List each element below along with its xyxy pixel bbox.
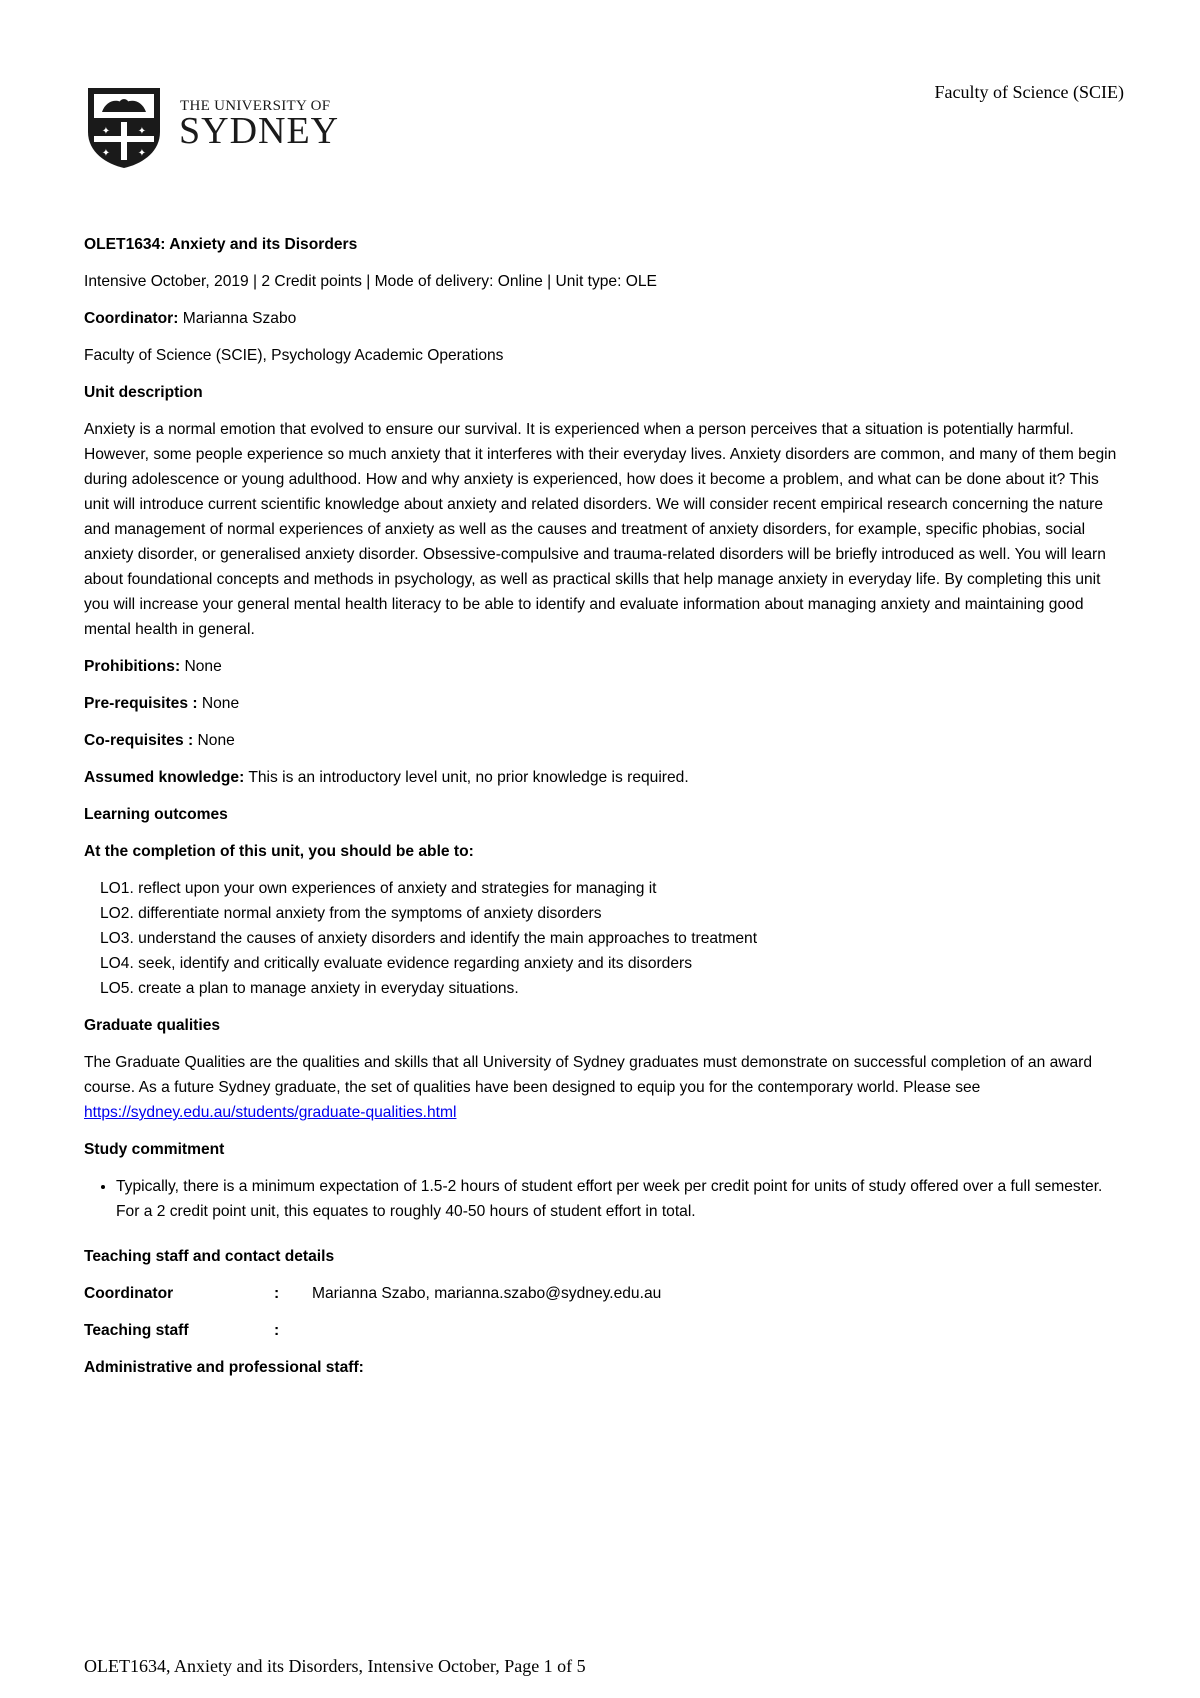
staff-heading: Teaching staff and contact details: [84, 1248, 335, 1265]
graduate-qualities-text: [84, 1050, 1119, 1125]
coordinator-line: [84, 306, 1119, 331]
university-crest-icon: [84, 84, 164, 170]
logo-line-2: SYDNEY: [179, 110, 340, 152]
study-commitment-heading: Study commitment: [84, 1141, 225, 1158]
unit-meta: Intensive October, 2019 | 2 Credit points | Mode of delivery: Online | Unit type: OLE: [84, 273, 657, 290]
unit-title: OLET1634: Anxiety and its Disorders: [84, 236, 358, 253]
staff-colon: :: [274, 1285, 280, 1302]
graduate-qualities-heading: Graduate qualities: [84, 1017, 221, 1034]
staff-row-teaching: [84, 1318, 1119, 1343]
prereq-value: None: [197, 695, 240, 712]
outcomes-intro: At the completion of this unit, you should be able to:: [84, 843, 474, 860]
list-item: LO3. understand the causes of anxiety disorders and identify the main approaches to treatment: [100, 930, 758, 947]
page-footer: OLET1634, Anxiety and its Disorders, Intensive October, Page 1 of 5: [84, 1656, 586, 1676]
prereq-line: [84, 691, 1119, 716]
prohibitions-line: [84, 654, 1119, 679]
faculty-line: Faculty of Science (SCIE), Psychology Academic Operations: [84, 347, 504, 364]
admin-staff-heading: Administrative and professional staff:: [84, 1359, 364, 1376]
staff-label: Coordinator: [84, 1285, 174, 1302]
list-item: LO4. seek, identify and critically evaluate evidence regarding anxiety and its disorders: [100, 955, 693, 972]
assumed-value: This is an introductory level unit, no prior knowledge is required.: [244, 769, 689, 786]
svg-text:✦: ✦: [137, 126, 147, 137]
outcomes-list: [84, 876, 1119, 1001]
coreq-label: Co-requisites :: [84, 732, 194, 749]
coreq-value: None: [193, 732, 235, 749]
coordinator-label: Coordinator:: [84, 310, 179, 327]
list-item: LO1. reflect upon your own experiences of anxiety and strategies for managing it: [100, 880, 657, 897]
prereq-label: Pre-requisites :: [84, 695, 198, 712]
outcomes-heading: Learning outcomes: [84, 806, 228, 823]
staff-colon: :: [274, 1322, 280, 1339]
logo-line-1: THE UNIVERSITY OF: [180, 98, 331, 114]
staff-row-coordinator: [84, 1281, 1119, 1306]
prohibitions-label: Prohibitions:: [84, 658, 181, 675]
study-commitment-list: [84, 1174, 1119, 1224]
svg-text:✦: ✦: [137, 148, 147, 159]
university-logo: [84, 84, 340, 170]
assumed-knowledge-line: [84, 765, 1119, 790]
description-heading: Unit description: [84, 384, 203, 401]
prohibitions-value: None: [180, 658, 222, 675]
list-item: • Typically, there is a minimum expectation of 1.5-2 hours of student effort per week per credit point for units of study offered over a full semester. For a 2 credit point unit, this equates to roughly 40-50 hours of student effort in total.: [116, 1174, 1119, 1224]
list-item: LO2. differentiate normal anxiety from the symptoms of anxiety disorders: [100, 905, 602, 922]
document-body: [84, 232, 1119, 1392]
coordinator-value: Marianna Szabo: [178, 310, 297, 327]
graduate-qualities-link[interactable]: https://sydney.edu.au/students/graduate-qualities.html: [84, 1104, 457, 1121]
assumed-label: Assumed knowledge:: [84, 769, 245, 786]
coreq-line: [84, 728, 1119, 753]
svg-text:✦: ✦: [101, 126, 111, 137]
graduate-qualities-body: The Graduate Qualities are the qualities and skills that all University of Sydney graduates must demonstrate on successful completion of an award course. As a future Sydney graduate, the set of qualities have been designed to equip you for the contemporary world. Please see: [84, 1054, 1093, 1096]
faculty-header: Faculty of Science (SCIE): [934, 82, 1124, 102]
staff-value: Marianna Szabo, marianna.szabo@sydney.edu.au: [312, 1285, 662, 1302]
unit-description: Anxiety is a normal emotion that evolved to ensure our survival. It is experienced when a person perceives that a situation is potentially harmful. However, some people experience so much anxiety that it interferes with their everyday lives. Anxiety disorders are common, and many of them begin during adolescence or young adulthood. How and why anxiety is experienced, how does it become a problem, and what can be done about it? This unit will introduce current scientific knowledge about anxiety and related disorders. We will consider recent empirical research concerning the nature and management of normal experiences of anxiety as well as the causes and treatment of anxiety disorders, for example, specific phobias, social anxiety disorder, or generalised anxiety disorder. Obsessive-compulsive and trauma-related disorders will be briefly introduced as well. You will learn about foundational concepts and methods in psychology, as well as practical skills that help manage anxiety in everyday life. By completing this unit you will increase your general mental health literacy to be able to identify and evaluate information about managing anxiety and maintaining good mental health in general.: [84, 421, 1117, 638]
list-item: LO5. create a plan to manage anxiety in everyday situations.: [100, 980, 519, 997]
svg-text:✦: ✦: [101, 148, 111, 159]
staff-label: Teaching staff: [84, 1322, 189, 1339]
